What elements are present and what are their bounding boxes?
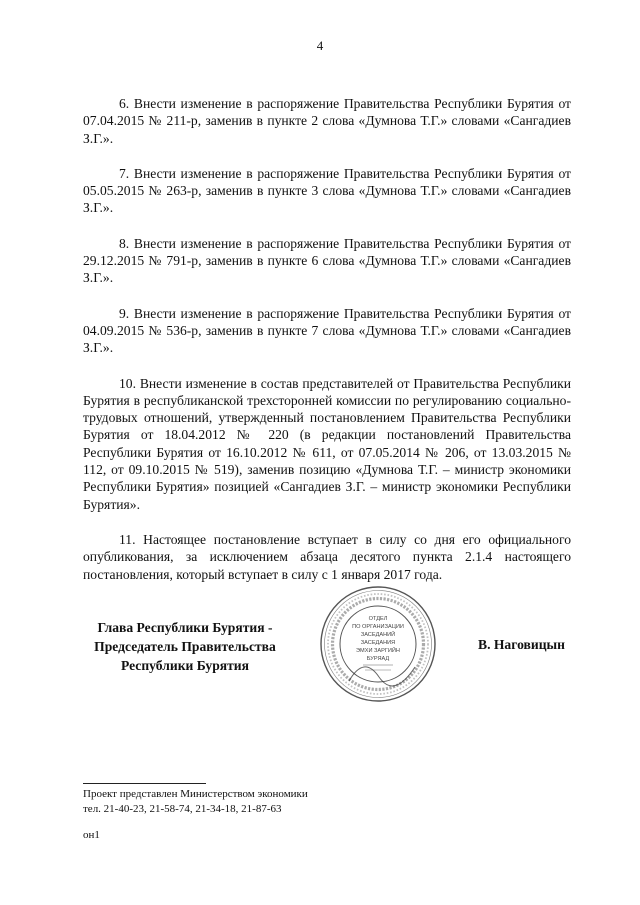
- footnote-line: Проект представлен Министерством экономики: [83, 788, 308, 800]
- footnote: [83, 787, 308, 817]
- signatory-title-line: Председатель Правительства: [94, 639, 276, 654]
- signatory-title-line: Глава Республики Бурятия -: [97, 620, 273, 635]
- seal-text-line: ПО ОРГАНИЗАЦИИ: [352, 624, 404, 630]
- document-code: он1: [83, 829, 100, 841]
- document-body: [83, 95, 571, 583]
- paragraph-10: 10. Внести изменение в состав представителей от Правительства Республики Бурятия в республиканской трехсторонней комиссии по регулированию социально-трудовых отношений, утвержденный постановлением Правительства Республики Бурятия от 18.04.2012 № 220 (в редакции постановлений Правительства Республики Бурятия от 16.10.2012 № 611, от 07.05.2014 № 206, от 13.03.2015 № 112, от 09.10.2015 № 519), заменив позицию «Думнова Т.Г. – министр экономики Республики Бурятия» позицией «Сангадиев З.Г. – министр экономики Республики Бурятия».: [83, 375, 571, 512]
- seal-text-line: ЭМХИ ЗАРГИЙН: [356, 648, 400, 654]
- seal-text-line: БУРЯАД: [366, 656, 390, 662]
- paragraph-7: 7. Внести изменение в распоряжение Правительства Республики Бурятия от 05.05.2015 № 263-р, заменив в пункте 3 слова «Думнова Т.Г.» словами «Сангадиев З.Г.».: [83, 165, 571, 216]
- footnote-divider: [83, 783, 206, 784]
- signatory-name: В. Наговицын: [478, 637, 565, 652]
- paragraph-11: 11. Настоящее постановление вступает в силу со дня его официального опубликования, за исключением абзаца десятого пункта 2.1.4 настоящего постановления, который вступает в силу с 1 января 2017 года.: [83, 531, 571, 582]
- seal-text-line: ОТДЕЛ: [368, 616, 388, 622]
- seal-text-line: ЗАСЕДАНИЙ: [360, 632, 396, 638]
- official-seal: [319, 585, 437, 703]
- signatory-title-line: Республики Бурятия: [120, 658, 249, 673]
- footnote-line: тел. 21-40-23, 21-58-74, 21-34-18, 21-87-63: [83, 803, 282, 815]
- signatory-title: [80, 618, 290, 675]
- page-number: 4: [316, 38, 324, 53]
- paragraph-6: 6. Внести изменение в распоряжение Правительства Республики Бурятия от 07.04.2015 № 211-р, заменив в пункте 2 слова «Думнова Т.Г.» словами «Сангадиев З.Г.».: [83, 96, 571, 146]
- seal-text-line: ЗАСЕДАНИЯ: [360, 640, 396, 646]
- paragraph-8: 8. Внести изменение в распоряжение Правительства Республики Бурятия от 29.12.2015 № 791-р, заменив в пункте 6 слова «Думнова Т.Г.» словами «Сангадиев З.Г.».: [83, 235, 571, 286]
- paragraph-9: 9. Внести изменение в распоряжение Правительства Республики Бурятия от 04.09.2015 № 536-р, заменив в пункте 7 слова «Думнова Т.Г.» словами «Сангадиев З.Г.».: [83, 305, 571, 356]
